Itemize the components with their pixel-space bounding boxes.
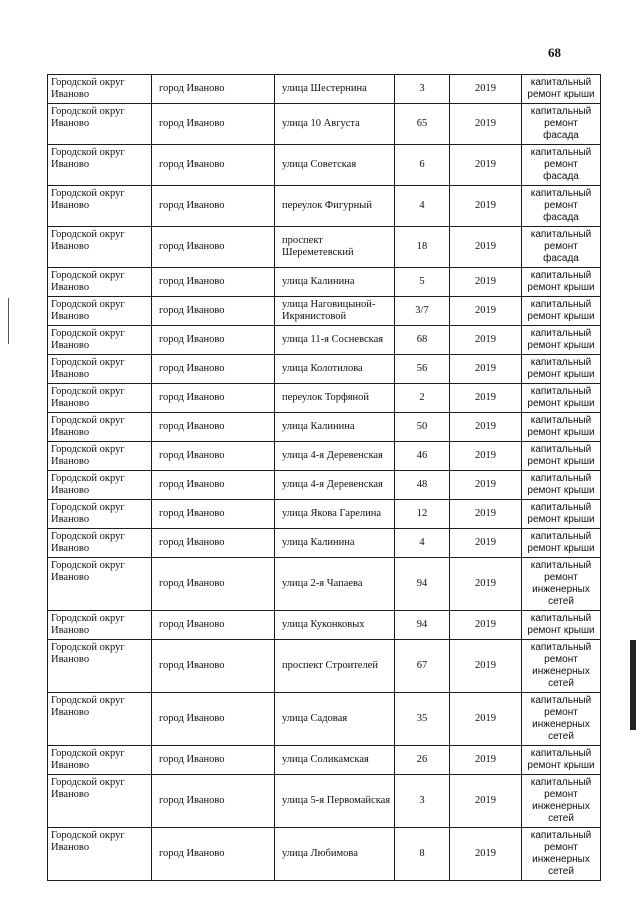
city-cell: город Иваново (152, 828, 275, 881)
table-row (48, 326, 601, 355)
work-type-cell: капитальный ремонт инженерных сетей (522, 640, 601, 693)
table-row (48, 558, 601, 611)
work-type-cell: капитальный ремонт инженерных сетей (522, 775, 601, 828)
city-cell: город Иваново (152, 471, 275, 500)
city-cell: город Иваново (152, 529, 275, 558)
street-cell: улица 11-я Сосневская (275, 326, 395, 355)
table-row (48, 442, 601, 471)
year-cell: 2019 (450, 145, 522, 186)
city-cell: город Иваново (152, 326, 275, 355)
district-cell: Городской округ Иваново (48, 640, 152, 693)
city-cell: город Иваново (152, 186, 275, 227)
district-cell: Городской округ Иваново (48, 693, 152, 746)
district-cell: Городской округ Иваново (48, 104, 152, 145)
work-type-cell: капитальный ремонт крыши (522, 529, 601, 558)
street-cell: переулок Торфяной (275, 384, 395, 413)
year-cell: 2019 (450, 640, 522, 693)
work-type-cell: капитальный ремонт крыши (522, 746, 601, 775)
year-cell: 2019 (450, 500, 522, 529)
house-number-cell: 8 (395, 828, 450, 881)
city-cell: город Иваново (152, 442, 275, 471)
year-cell: 2019 (450, 355, 522, 384)
year-cell: 2019 (450, 268, 522, 297)
table-body (48, 75, 601, 881)
year-cell: 2019 (450, 611, 522, 640)
house-number-cell: 46 (395, 442, 450, 471)
year-cell: 2019 (450, 693, 522, 746)
year-cell: 2019 (450, 104, 522, 145)
street-cell: улица 4-я Деревенская (275, 442, 395, 471)
street-cell: улица 4-я Деревенская (275, 471, 395, 500)
repair-schedule-table (47, 74, 601, 881)
city-cell: город Иваново (152, 75, 275, 104)
district-cell: Городской округ Иваново (48, 326, 152, 355)
street-cell: улица Калинина (275, 529, 395, 558)
city-cell: город Иваново (152, 746, 275, 775)
district-cell: Городской округ Иваново (48, 471, 152, 500)
work-type-cell: капитальный ремонт крыши (522, 75, 601, 104)
table-row (48, 693, 601, 746)
house-number-cell: 2 (395, 384, 450, 413)
year-cell: 2019 (450, 471, 522, 500)
work-type-cell: капитальный ремонт крыши (522, 413, 601, 442)
table-row (48, 611, 601, 640)
street-cell: улица Якова Гарелина (275, 500, 395, 529)
table-row (48, 104, 601, 145)
work-type-cell: капитальный ремонт инженерных сетей (522, 558, 601, 611)
year-cell: 2019 (450, 413, 522, 442)
street-cell: проспект Строителей (275, 640, 395, 693)
district-cell: Городской округ Иваново (48, 75, 152, 104)
street-cell: улица Калинина (275, 413, 395, 442)
year-cell: 2019 (450, 297, 522, 326)
house-number-cell: 18 (395, 227, 450, 268)
table-row (48, 268, 601, 297)
work-type-cell: капитальный ремонт крыши (522, 297, 601, 326)
house-number-cell: 50 (395, 413, 450, 442)
work-type-cell: капитальный ремонт инженерных сетей (522, 693, 601, 746)
table-row (48, 828, 601, 881)
city-cell: город Иваново (152, 268, 275, 297)
district-cell: Городской округ Иваново (48, 413, 152, 442)
table-row (48, 297, 601, 326)
house-number-cell: 26 (395, 746, 450, 775)
house-number-cell: 35 (395, 693, 450, 746)
city-cell: город Иваново (152, 355, 275, 384)
city-cell: город Иваново (152, 693, 275, 746)
city-cell: город Иваново (152, 640, 275, 693)
house-number-cell: 3 (395, 75, 450, 104)
district-cell: Городской округ Иваново (48, 746, 152, 775)
house-number-cell: 94 (395, 611, 450, 640)
table-row (48, 471, 601, 500)
house-number-cell: 56 (395, 355, 450, 384)
work-type-cell: капитальный ремонт крыши (522, 471, 601, 500)
page-number: 68 (548, 45, 561, 60)
year-cell: 2019 (450, 529, 522, 558)
street-cell: улица Любимова (275, 828, 395, 881)
table-row (48, 75, 601, 104)
year-cell: 2019 (450, 326, 522, 355)
year-cell: 2019 (450, 442, 522, 471)
district-cell: Городской округ Иваново (48, 145, 152, 186)
work-type-cell: капитальный ремонт крыши (522, 500, 601, 529)
house-number-cell: 67 (395, 640, 450, 693)
house-number-cell: 12 (395, 500, 450, 529)
table-row (48, 384, 601, 413)
work-type-cell: капитальный ремонт фасада (522, 145, 601, 186)
city-cell: город Иваново (152, 384, 275, 413)
street-cell: улица 10 Августа (275, 104, 395, 145)
table-row (48, 145, 601, 186)
house-number-cell: 6 (395, 145, 450, 186)
street-cell: улица Куконковых (275, 611, 395, 640)
street-cell: улица Калинина (275, 268, 395, 297)
street-cell: улица Соликамская (275, 746, 395, 775)
house-number-cell: 3 (395, 775, 450, 828)
work-type-cell: капитальный ремонт фасада (522, 104, 601, 145)
city-cell: город Иваново (152, 500, 275, 529)
district-cell: Городской округ Иваново (48, 227, 152, 268)
table-row (48, 529, 601, 558)
work-type-cell: капитальный ремонт крыши (522, 384, 601, 413)
street-cell: улица Советская (275, 145, 395, 186)
year-cell: 2019 (450, 746, 522, 775)
work-type-cell: капитальный ремонт крыши (522, 268, 601, 297)
city-cell: город Иваново (152, 775, 275, 828)
year-cell: 2019 (450, 227, 522, 268)
house-number-cell: 48 (395, 471, 450, 500)
district-cell: Городской округ Иваново (48, 558, 152, 611)
work-type-cell: капитальный ремонт крыши (522, 442, 601, 471)
year-cell: 2019 (450, 186, 522, 227)
city-cell: город Иваново (152, 611, 275, 640)
district-cell: Городской округ Иваново (48, 500, 152, 529)
district-cell: Городской округ Иваново (48, 442, 152, 471)
work-type-cell: капитальный ремонт крыши (522, 355, 601, 384)
city-cell: город Иваново (152, 104, 275, 145)
street-cell: проспект Шереметевский (275, 227, 395, 268)
district-cell: Городской округ Иваново (48, 297, 152, 326)
house-number-cell: 94 (395, 558, 450, 611)
district-cell: Городской округ Иваново (48, 186, 152, 227)
city-cell: город Иваново (152, 297, 275, 326)
table-row (48, 413, 601, 442)
city-cell: город Иваново (152, 413, 275, 442)
city-cell: город Иваново (152, 558, 275, 611)
house-number-cell: 4 (395, 529, 450, 558)
house-number-cell: 3/7 (395, 297, 450, 326)
year-cell: 2019 (450, 384, 522, 413)
year-cell: 2019 (450, 558, 522, 611)
district-cell: Городской округ Иваново (48, 611, 152, 640)
district-cell: Городской округ Иваново (48, 775, 152, 828)
street-cell: улица Колотилова (275, 355, 395, 384)
table-row (48, 640, 601, 693)
table-row (48, 186, 601, 227)
house-number-cell: 68 (395, 326, 450, 355)
district-cell: Городской округ Иваново (48, 529, 152, 558)
year-cell: 2019 (450, 775, 522, 828)
street-cell: улица Шестернина (275, 75, 395, 104)
street-cell: улица Садовая (275, 693, 395, 746)
table-row (48, 227, 601, 268)
district-cell: Городской округ Иваново (48, 268, 152, 297)
city-cell: город Иваново (152, 145, 275, 186)
house-number-cell: 5 (395, 268, 450, 297)
work-type-cell: капитальный ремонт инженерных сетей (522, 828, 601, 881)
year-cell: 2019 (450, 828, 522, 881)
table-row (48, 355, 601, 384)
year-cell: 2019 (450, 75, 522, 104)
street-cell: улица 2-я Чапаева (275, 558, 395, 611)
street-cell: переулок Фигурный (275, 186, 395, 227)
table-row (48, 746, 601, 775)
district-cell: Городской округ Иваново (48, 384, 152, 413)
street-cell: улица Наговицыной-Икрянистовой (275, 297, 395, 326)
street-cell: улица 5-я Первомайская (275, 775, 395, 828)
table-row (48, 775, 601, 828)
work-type-cell: капитальный ремонт крыши (522, 326, 601, 355)
district-cell: Городской округ Иваново (48, 355, 152, 384)
left-margin-mark (8, 298, 9, 344)
district-cell: Городской округ Иваново (48, 828, 152, 881)
work-type-cell: капитальный ремонт фасада (522, 227, 601, 268)
scan-edge-mark (630, 640, 636, 730)
work-type-cell: капитальный ремонт крыши (522, 611, 601, 640)
house-number-cell: 4 (395, 186, 450, 227)
house-number-cell: 65 (395, 104, 450, 145)
city-cell: город Иваново (152, 227, 275, 268)
table-row (48, 500, 601, 529)
work-type-cell: капитальный ремонт фасада (522, 186, 601, 227)
